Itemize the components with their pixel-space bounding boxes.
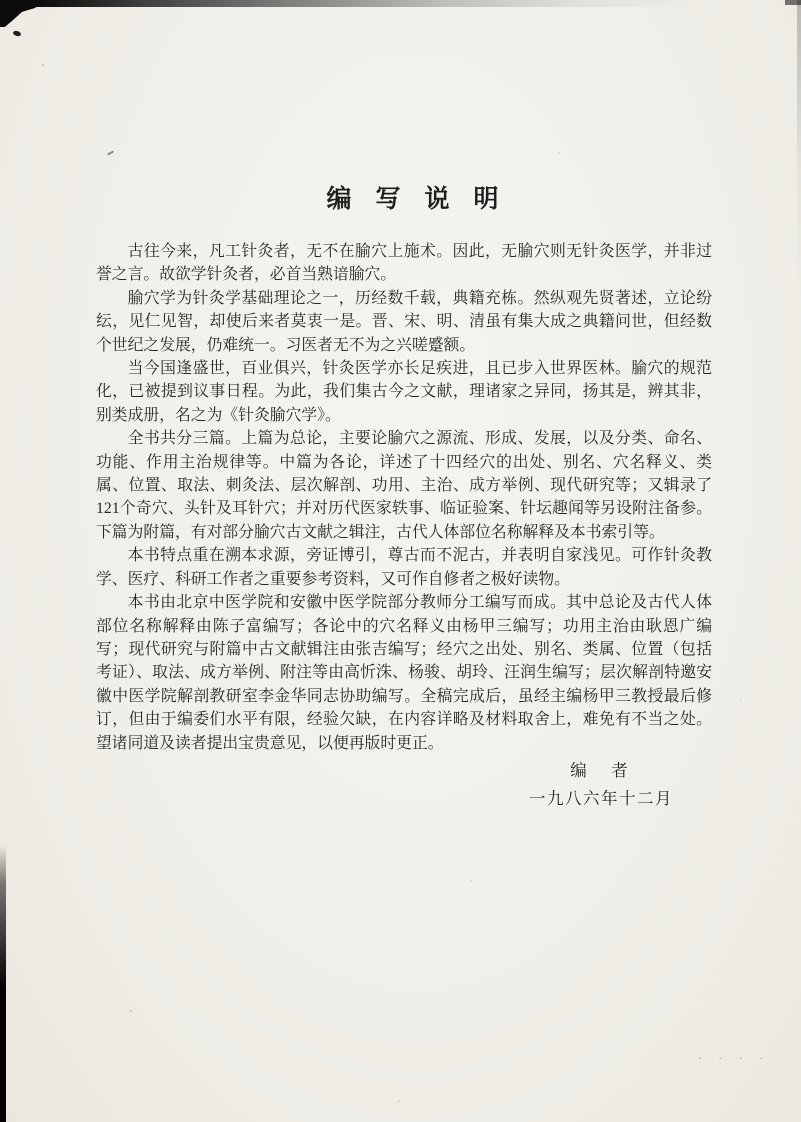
paragraph-4: 全书共分三篇。上篇为总论，主要论腧穴之源流、形成、发展，以及分类、命名、功能、作用主治规律等。中篇为各论，详述了十四经穴的出处、别名、穴名释义、类属、位置、取法、刺灸法、层次解剖、功用、主治、成方举例、现代研究等；又辑录了121个奇穴、头针及耳针穴；并对历代医家轶事、临证验案、针坛趣闻等另设附注备参。下篇为附篇，有对部分腧穴古文献之辑注，古代人体部位名称解释及本书索引等。 [96,430,712,541]
author-signature: 编 者 [570,761,632,780]
paragraph-1: 古往今来，凡工针灸者，无不在腧穴上施术。因此，无腧穴则无针灸医学，并非过誉之言。故欲学针灸者，必首当熟谙腧穴。 [96,243,712,284]
paragraph-6: 本书由北京中医学院和安徽中医学院部分教师分工编写而成。其中总论及古代人体部位名称解释由陈子富编写；各论中的穴名释义由杨甲三编写；功用主治由耿恩广编写；现代研究与附篇中古文献辑注由张吉编写；经穴之出处、别名、类属、位置（包括考证）、取法、成方举例、附注等由高忻洙、杨骏、胡玲、汪润生编写；层次解剖特邀安徽中医学院解剖教研室李金华同志协助编写。全稿完成后，虽经主编杨甲三教授最后修订，但由于编委们水平有限，经验欠缺，在内容详略及材料取舍上，难免有不当之处。望诸同道及读者提出宝贵意见，以便再版时更正。 [96,594,712,752]
scan-artifact-dots: · · · · [698,1053,770,1065]
scan-noise-specks [42,64,44,66]
scan-artifact-top-left-corner [0,0,48,27]
scan-speck [12,30,21,37]
paragraph-5: 本书特点重在溯本求源，旁证博引，尊古而不泥古，并表明自家浅见。可作针灸教学、医疗、科研工作者之重要参考资料，又可作自修者之极好读物。 [96,547,712,588]
scan-speck [107,150,114,155]
publication-date: 一九八六年十二月 [529,789,673,808]
paragraph-3: 当今国逢盛世，百业俱兴，针灸医学亦长足疾进，且已步入世界医林。腧穴的规范化，已被提到议事日程。为此，我们集古今之文献，理诸家之异同，扬其是，辨其非，别类成册，名之为《针灸腧穴学》。 [96,360,712,424]
signature-block [529,757,673,809]
scan-artifact-top-edge [0,0,801,7]
scan-artifact-left-edge [0,845,6,1122]
body-text [96,240,712,755]
page-title: 编写说明 [326,186,523,213]
paragraph-2: 腧穴学为针灸学基础理论之一，历经数千载，典籍充栋。然纵观先贤著述，立论纷纭，见仁见智，却使后来者莫衷一是。晋、宋、明、清虽有集大成之典籍问世，但经数个世纪之发展，仍难统一。习医者无不为之兴嗟蹙额。 [96,289,712,354]
